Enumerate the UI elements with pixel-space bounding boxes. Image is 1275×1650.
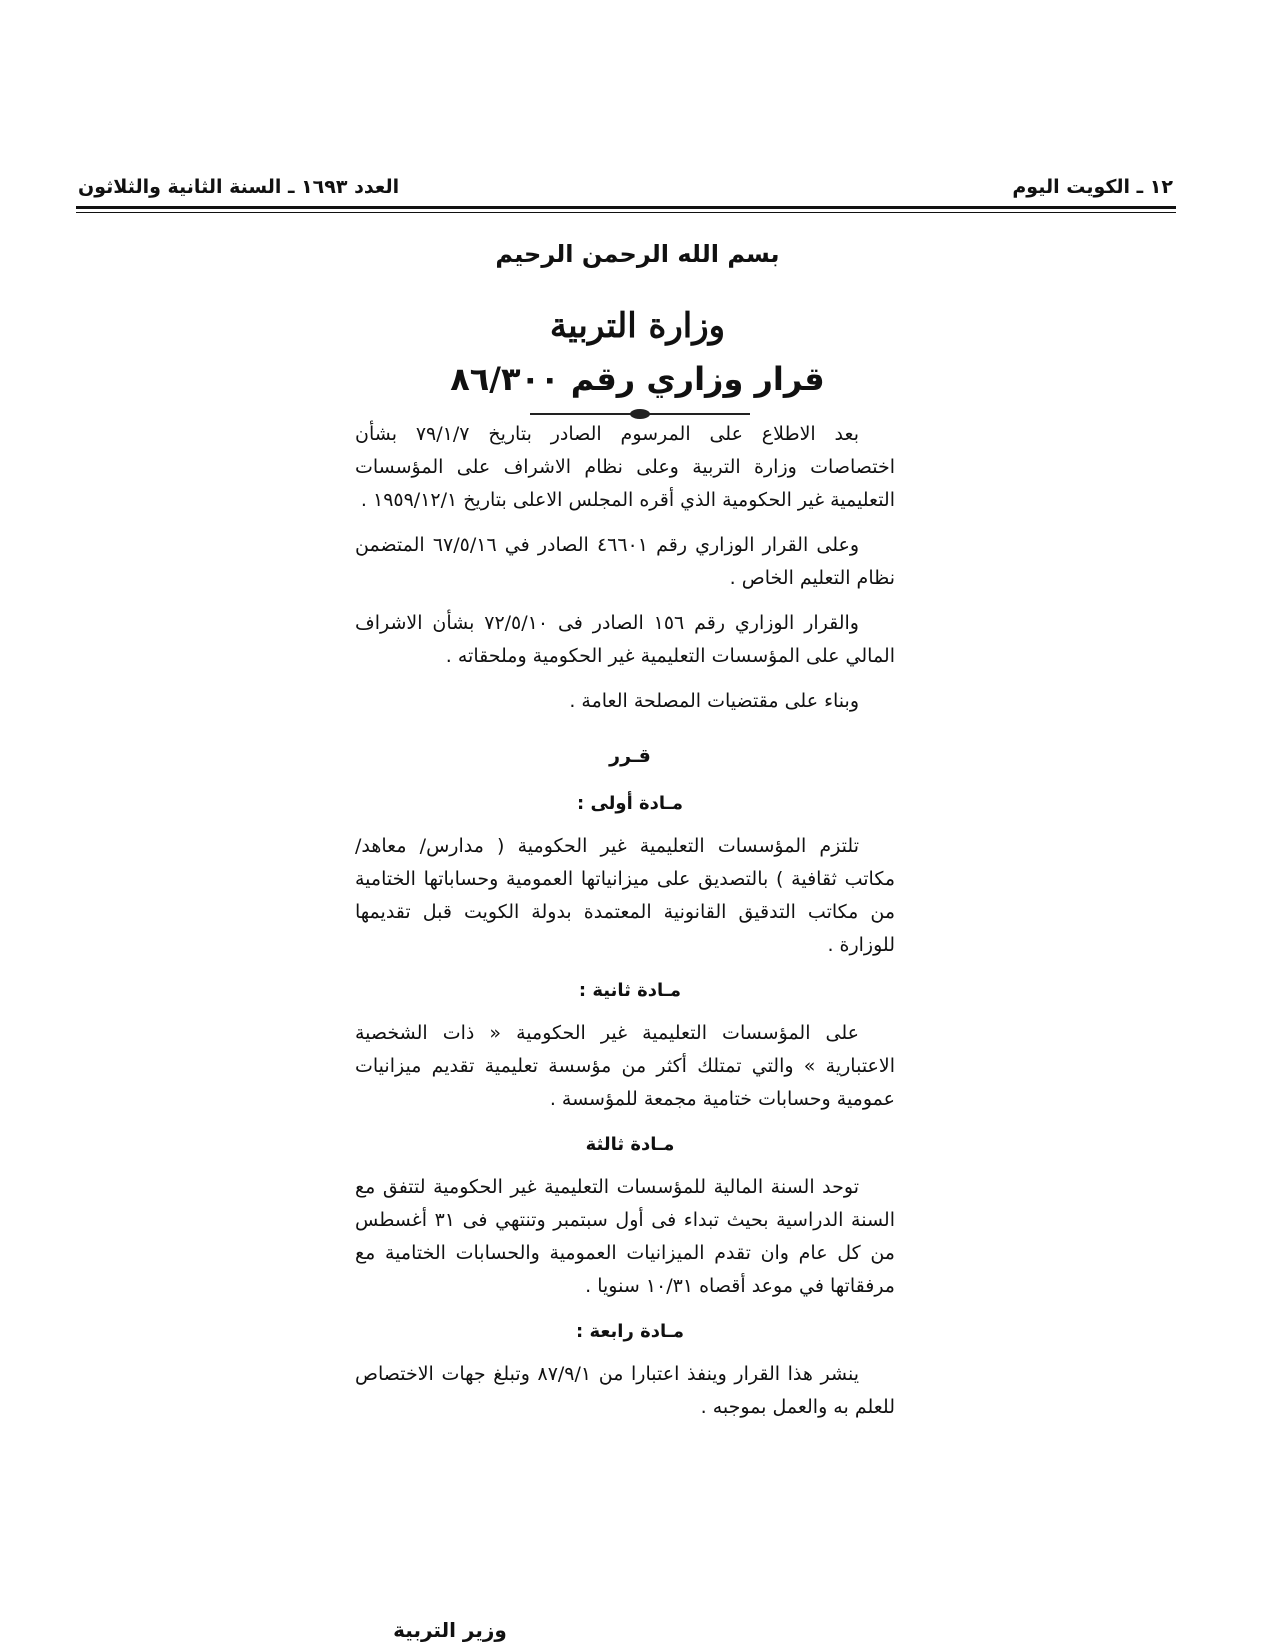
decision-title: قرار وزاري رقم ٨٦/٣٠٠ [450, 360, 825, 398]
preamble-paragraph: بعد الاطلاع على المرسوم الصادر بتاريخ ٧٩/١/٧ بشأن اختصاصات وزارة التربية وعلى نظام الاشراف على المؤسسات التعليمية غير الحكومية الذي أقره المجلس الاعلى بتاريخ ١٩٥٩/١٢/١ . [355, 423, 895, 511]
decision-body [355, 418, 895, 1436]
preamble-paragraph: وعلى القرار الوزاري رقم ٤٦٦٠١ الصادر في ٦٧/٥/١٦ المتضمن نظام التعليم الخاص . [355, 534, 895, 589]
header-page-and-paper: ١٢ ـ الكويت اليوم [1012, 176, 1173, 198]
basmala: بسم الله الرحمن الرحيم [495, 240, 780, 268]
header-rule-thick [76, 206, 1176, 209]
preamble-paragraph: والقرار الوزاري رقم ١٥٦ الصادر فى ٧٢/٥/١٠ بشأن الاشراف المالي على المؤسسات التعليمية غير الحكومية وملحقاته . [355, 612, 895, 667]
decided-heading: قـرر [609, 745, 651, 767]
signature-text: وزير التربية [393, 1620, 507, 1642]
article-heading: مـادة ثالثة [585, 1134, 675, 1155]
article-text: ينشر هذا القرار وينفذ اعتبارا من ٨٧/٩/١ وتبلغ جهات الاختصاص للعلم به والعمل بموجبه . [355, 1363, 895, 1418]
article-heading: مـادة أولى : [577, 793, 683, 814]
preamble-paragraph: وبناء على مقتضيات المصلحة العامة . [569, 690, 859, 712]
page-header [78, 172, 1173, 202]
article-heading: مـادة ثانية : [578, 980, 682, 1001]
article-heading: مـادة رابعة : [575, 1321, 685, 1342]
article-text: تلتزم المؤسسات التعليمية غير الحكومية ( مدارس/ معاهد/مكاتب ثقافية ) بالتصديق على ميزانياتها العمومية وحساباتها الختامية من مكاتب التدقيق القانونية المعتمدة بدولة الكويت قبل تقديمها للوزارة . [355, 835, 895, 956]
header-rule-thin [76, 212, 1176, 213]
title-divider [530, 413, 750, 415]
signature-cut-off [380, 1620, 520, 1650]
article-text: على المؤسسات التعليمية غير الحكومية « ذات الشخصية الاعتبارية » والتي تمتلك أكثر من مؤسسة تعليمية تقديم ميزانيات عمومية وحسابات ختامية مجمعة للمؤسسة . [355, 1022, 895, 1110]
ministry-name: وزارة التربية [549, 306, 726, 346]
header-issue-and-year: العدد ١٦٩٣ ـ السنة الثانية والثلاثون [78, 176, 400, 198]
article-text: توحد السنة المالية للمؤسسات التعليمية غير الحكومية لتتفق مع السنة الدراسية بحيث تبداء فى أول سبتمبر وتنتهي فى ٣١ أغسطس من كل عام وان تقدم الميزانيات العمومية والحسابات الختامية مع مرفقاتها في موعد أقصاه ١٠/٣١ سنويا . [355, 1176, 895, 1297]
